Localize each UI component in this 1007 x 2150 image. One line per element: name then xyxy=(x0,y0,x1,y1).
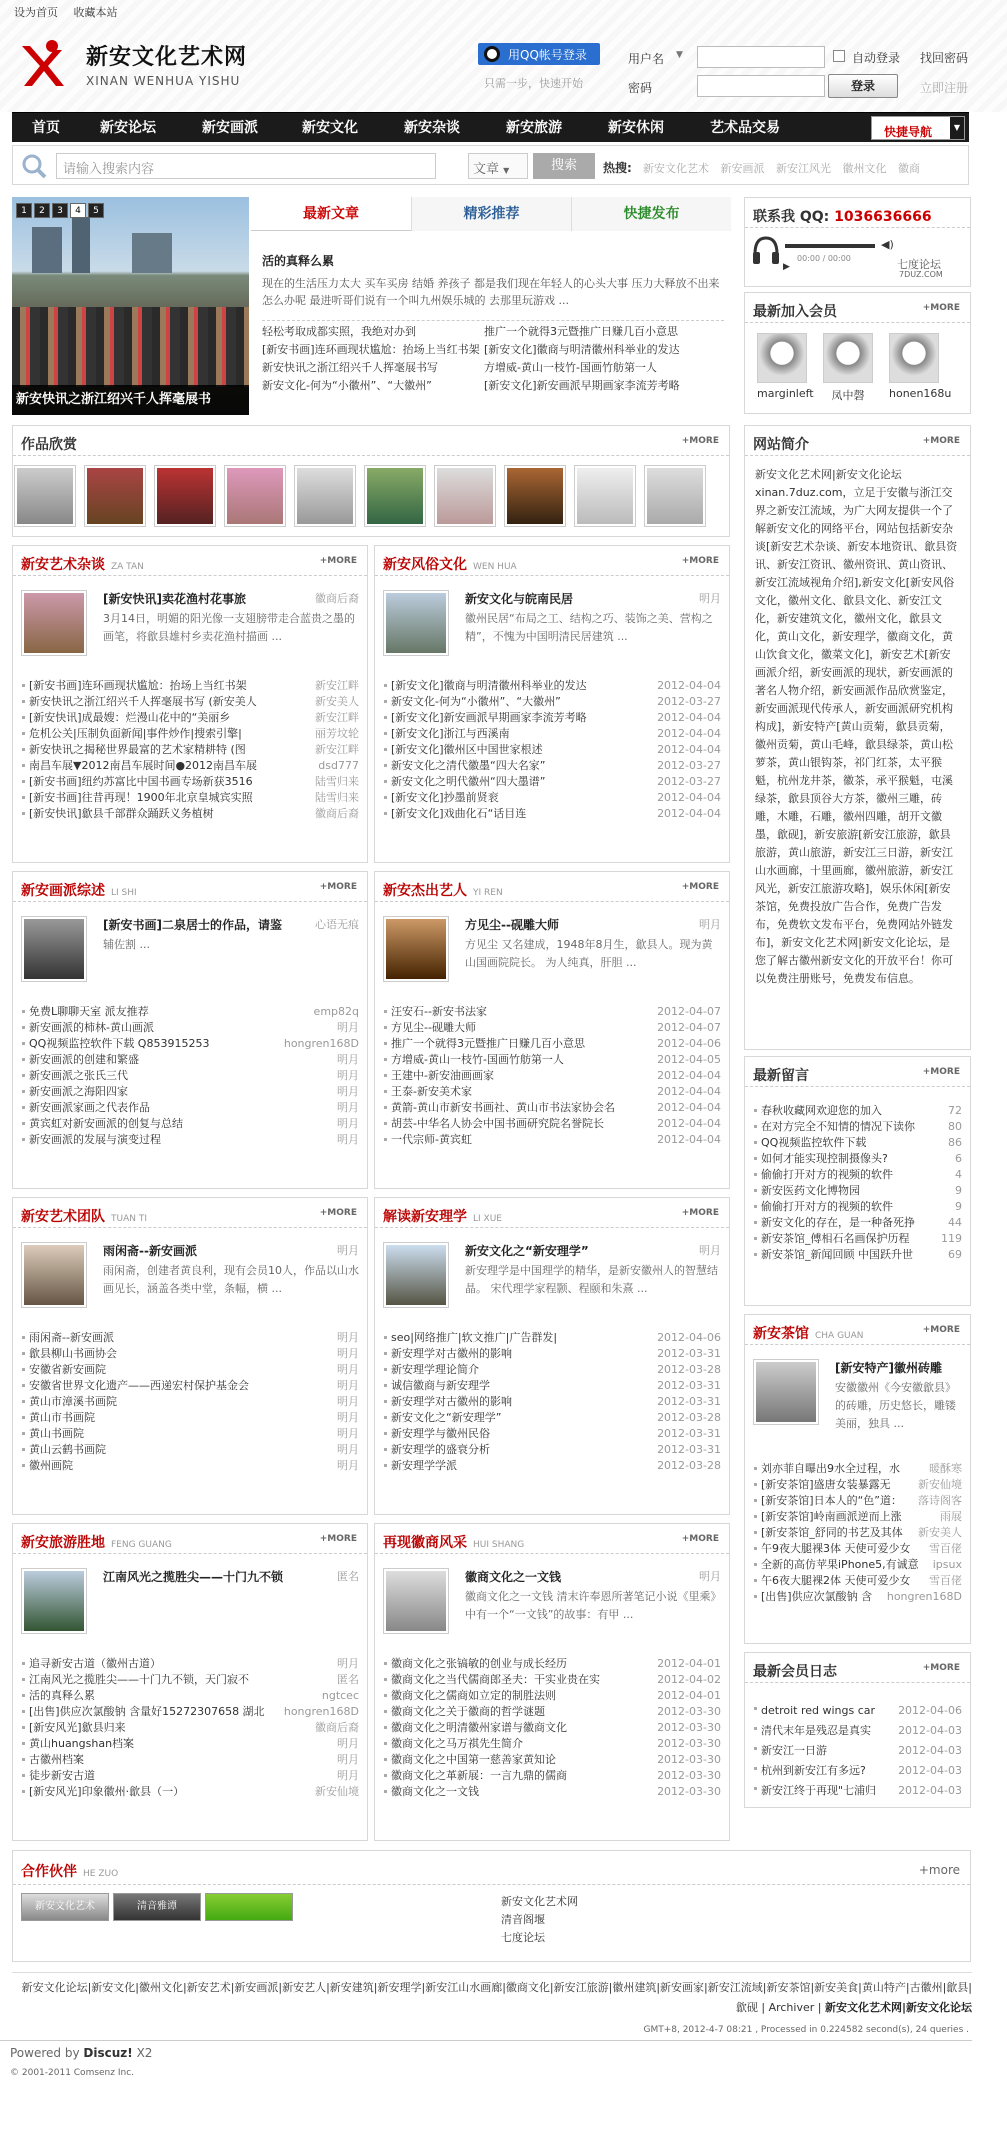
auto-login-checkbox[interactable] xyxy=(833,50,845,62)
work-thumbnail[interactable] xyxy=(154,465,216,527)
list-item[interactable]: [新安茶馆]岭南画派逆而上涨 雨展 xyxy=(753,1509,962,1525)
latest-desc: 现在的生活压力太大 买车买房 结婚 养孩子 都是我们现在年轻人的心头大事 压力大释放不出来怎么办呢 最进听哥们说有一个叫九州娱乐城的 去那里玩游戏 ... xyxy=(262,277,720,307)
list-item[interactable]: 新安文化之明代徽州“四大墨谱” 2012-03-27 xyxy=(383,774,721,790)
featured-article[interactable]: [新安快讯]卖花渔村花事旅 徽商后裔 3月14日，明媚的阳光像一支翅膀带走合蓝贵之墨的画笔，将歙县雄村乡卖花渔村描画 ... xyxy=(21,586,359,686)
list-item[interactable]: 新安理学理论简介 2012-03-28 xyxy=(383,1362,721,1378)
tuanti-box xyxy=(12,1197,368,1515)
slide-page[interactable]: 5 xyxy=(88,203,104,218)
list-item[interactable]: 汪安石--新安书法家 2012-04-07 xyxy=(383,1004,721,1020)
slide-page[interactable]: 1 xyxy=(16,203,32,218)
box-title: 最新会员日志 xyxy=(753,1664,837,1680)
list-item[interactable]: 徽商文化之革新展：一言九鼎的儒商 2012-03-30 xyxy=(383,1768,721,1784)
article-thumbnail xyxy=(21,1568,87,1634)
list-item[interactable]: 徽州画院 明月 xyxy=(21,1458,359,1474)
box-title: 新安杰出艺人 YI REN xyxy=(383,883,503,899)
box-title: 新安茶馆 CHA GUAN xyxy=(753,1326,864,1342)
article-list xyxy=(383,678,721,822)
list-item[interactable]: 徽商文化之当代儒商郎圣夫：干实业贵在实 2012-04-02 xyxy=(383,1672,721,1688)
partners-box xyxy=(12,1850,971,1962)
intro-box xyxy=(744,425,971,1050)
list-item[interactable]: 新安画派的发展与演变过程 明月 xyxy=(21,1132,359,1148)
partner-link[interactable]: 新安文化艺术网 xyxy=(501,1895,578,1908)
list-item[interactable]: 安徽省新安画院 明月 xyxy=(21,1362,359,1378)
nav-item[interactable]: 新安论坛 xyxy=(100,120,156,136)
volume-icon[interactable]: ◀) xyxy=(881,238,894,251)
article-list xyxy=(21,1004,359,1148)
slide-page[interactable]: 2 xyxy=(34,203,50,218)
work-thumbnail[interactable] xyxy=(574,465,636,527)
intro-text: 新安文化艺术网|新安文化论坛xinan.7duz.com，立足于安徽与浙江交界之新安江流域，为广大网友提供一个了解新安文化的网络平台，网站包括新安杂谈[新安艺术杂谈、新安本地资讯、歙县资讯、新安江资讯、徽州资讯、黄山资讯、新安江流域视角介绍],新安文化[新安风俗文化，徽州文化、歙县文化、新安江文化，新安建筑文化，徽州文化，歙县文化，黄山文化，新安理学，徽商文化，黄山饮食文化，徽菜文化]，新安艺术[新安画派介绍，新安画派的现状，新安画派的著名人物介绍，新安画派作品欣赏鉴定，新安画派现代传承人，新安画派研究机构构成]，新安特产[黄山贡菊，歙县贡菊，徽州贡菊，黄山毛峰，歙县绿茶，黄山松萝茶，黄山银钩茶，祁门红茶，太平猴魁，杭州龙井茶，徽茶，承平猴魁，屯溪绿茶，歙县顶谷大方茶，徽州三雕，砖雕，木雕，石雕，徽州四雕，胡开文徽墨，歙砚]，新安旅游[新安江旅游，歙县旅游，黄山旅游，新安江三日游，新安江山水画廊，十里画廊，徽州旅游，新安江风光，新安江旅游攻略]，娱乐休闲[新安茶馆，免费投放广告合作，免费广告发布，免费软文发布平台，免费网站外链发布]，新安文化艺术网|新安文化论坛，是您了解古徽州新安文化的开放平台！你可以免费注册账号，免费发布信息。 xyxy=(755,468,958,985)
lixue-box xyxy=(374,1197,730,1515)
search-type-select[interactable]: 文章 ▼ xyxy=(468,153,528,179)
slideshow[interactable] xyxy=(12,197,249,415)
list-item[interactable]: 方增威-黄山一枝竹-国画竹舫第一人 xyxy=(484,361,657,374)
list-item[interactable]: 徽商文化之关于徽商的哲学谜题 2012-03-30 xyxy=(383,1704,721,1720)
footer-timing: GMT+8, 2012-4-7 08:21 , Processed in 0.224582 second(s), 24 queries . xyxy=(643,2025,969,2035)
member-avatar[interactable]: 凤中磬 xyxy=(823,333,873,403)
tab-quick-post[interactable]: 快捷发布 xyxy=(571,197,731,231)
list-item[interactable]: 徒步新安古道 明月 xyxy=(21,1768,359,1784)
list-item[interactable]: 偷偷打开对方的视频的软件 4 xyxy=(753,1167,962,1183)
box-title: 再现徽商风采 HUI SHANG xyxy=(383,1535,525,1551)
more-link[interactable]: +MORE xyxy=(922,436,960,446)
featured-article[interactable]: 江南风光之揽胜尖——十门九不锁 匿名 xyxy=(21,1564,359,1664)
featured-article[interactable]: 徽商文化之一文钱 明月 徽商文化之一文钱 清末许奉恩所著笔记小说《里乘》中有一个“一文钱”的故事：有甲 ... xyxy=(383,1564,721,1664)
list-item[interactable]: [新安文化]抄墨前贤衮 2012-04-04 xyxy=(383,790,721,806)
powered-by: Powered by Discuz! X2 xyxy=(10,2046,153,2060)
nav-item[interactable]: 新安杂谈 xyxy=(404,120,460,136)
article-list xyxy=(21,1656,359,1800)
list-item[interactable]: 新安江一日游 2012-04-03 xyxy=(753,1741,962,1761)
list-item[interactable]: [新安文化]戏曲化石“话目连 2012-04-04 xyxy=(383,806,721,822)
featured-article[interactable]: 方见尘--砚雕大师 明月 方见尘 又名建成，1948年8月生，歙县人。现为黄山国画院院长。 为人纯真，肝胆 ... xyxy=(383,912,721,1012)
box-header xyxy=(13,872,367,902)
zatan-box xyxy=(12,545,368,863)
list-item[interactable]: 胡芸-中华名人协会中国书画研究院名誉院长 2012-04-04 xyxy=(383,1116,721,1132)
list-item[interactable]: 活的真释么累 ngtcec xyxy=(21,1688,359,1704)
more-link[interactable]: +MORE xyxy=(681,1208,719,1218)
blog-list xyxy=(753,1701,962,1801)
fengsu-box xyxy=(374,545,730,863)
list-item[interactable]: 新安画派之海阳四家 明月 xyxy=(21,1084,359,1100)
register-link[interactable]: 立即注册 xyxy=(920,81,969,95)
list-item[interactable]: 新安文化的存在，是一种备死挣 44 xyxy=(753,1215,962,1231)
auto-login-label: 自动登录 xyxy=(852,51,901,65)
qq-login-button[interactable]: 用QQ帐号登录 xyxy=(478,43,600,65)
list-item[interactable]: 方增威-黄山一枝竹-国画竹舫第一人 2012-04-05 xyxy=(383,1052,721,1068)
chevron-down-icon: ▼ xyxy=(503,166,510,175)
latest-list xyxy=(262,323,724,395)
more-link[interactable]: +MORE xyxy=(681,556,719,566)
more-link[interactable]: +MORE xyxy=(319,556,357,566)
box-title: 新安旅游胜地 FENG GUANG xyxy=(21,1535,172,1551)
headphones-icon xyxy=(751,234,781,270)
lvyou-box xyxy=(12,1523,368,1841)
divider xyxy=(262,320,724,321)
username-label: 用户名 xyxy=(628,52,665,66)
password-label: 密码 xyxy=(628,81,653,95)
search-input[interactable]: 请输入搜索内容 xyxy=(56,153,436,179)
slide-page-active[interactable]: 4 xyxy=(70,203,86,218)
chaguan-box xyxy=(744,1314,971,1644)
article-thumbnail xyxy=(753,1359,819,1425)
more-link[interactable]: +MORE xyxy=(922,303,960,313)
list-item[interactable]: 雨闲斋--新安画派 明月 xyxy=(21,1330,359,1346)
slide-pagination xyxy=(16,203,106,218)
list-item[interactable]: 徽商文化之马万祺先生简介 2012-03-30 xyxy=(383,1736,721,1752)
discuz-link[interactable]: Discuz! xyxy=(83,2046,133,2060)
search-bar xyxy=(12,145,969,185)
qq-icon xyxy=(484,46,500,62)
list-item[interactable]: 新安画派家画之代表作品 明月 xyxy=(21,1100,359,1116)
box-title: 新安艺术团队 TUAN TI xyxy=(21,1209,147,1225)
list-item[interactable]: [新安快讯]歙县千部群众踊跃义务植树 徽商后裔 xyxy=(21,806,359,822)
tab-latest[interactable]: 最新文章 xyxy=(303,206,359,222)
list-item[interactable]: 徽商文化之张镐敏的创业与成长经历 2012-04-01 xyxy=(383,1656,721,1672)
search-icon xyxy=(21,153,47,179)
box-title: 网站简介 xyxy=(753,437,809,453)
article-thumbnail xyxy=(383,590,449,656)
slide-image xyxy=(12,197,249,415)
list-item[interactable]: 一代宗师-黄宾虹 2012-04-04 xyxy=(383,1132,721,1148)
search-button[interactable]: 搜索 xyxy=(533,153,595,179)
list-item[interactable]: [新安文化]徽商与明清徽州科举业的发达 xyxy=(484,343,680,356)
more-link[interactable]: +more xyxy=(918,1863,960,1877)
logo-icon xyxy=(18,38,68,90)
forgot-password-link[interactable]: 找回密码 xyxy=(920,51,969,65)
list-item[interactable]: 南昌车展▼2012南昌车展时间●2012南昌车展 dsd777 xyxy=(21,758,359,774)
list-item[interactable]: 诚信徽商与新安理学 2012-03-31 xyxy=(383,1378,721,1394)
audio-progress[interactable] xyxy=(785,244,875,248)
nav-item[interactable]: 新安旅游 xyxy=(506,120,562,136)
contact-box xyxy=(744,197,971,287)
password-input[interactable] xyxy=(697,75,825,97)
list-item[interactable]: 新安理学学派 2012-03-28 xyxy=(383,1458,721,1474)
more-link[interactable]: +MORE xyxy=(319,882,357,892)
box-header xyxy=(745,426,970,456)
list-item[interactable]: 古徽州档案 明月 xyxy=(21,1752,359,1768)
list-item[interactable]: QQ视频监控软件下载 Q853915253 hongren168D xyxy=(21,1036,359,1052)
list-item[interactable]: 新安文化之“新安理学” 2012-03-28 xyxy=(383,1410,721,1426)
article-tabs xyxy=(251,197,731,231)
site-name-en: XINAN WENHUA YISHU xyxy=(86,74,241,88)
box-title: 最新加入会员 xyxy=(753,304,837,320)
work-thumbnail[interactable] xyxy=(434,465,496,527)
list-item[interactable]: [新安书画]连环画现状尴尬：抬场上当红书架 新安江畔 xyxy=(21,678,359,694)
box-header xyxy=(375,546,729,576)
list-item[interactable]: seo|网络推广|软文推广|广告群发| 2012-04-06 xyxy=(383,1330,721,1346)
audio-time: 00:00 / 00:00 xyxy=(797,254,851,263)
article-list xyxy=(383,1656,721,1800)
contact-title: 联系我 QQ: 1036636666 xyxy=(753,209,932,225)
main-nav xyxy=(12,112,969,142)
list-item[interactable]: 新安文化-何为“小徽州”、“大徽州” 2012-03-27 xyxy=(383,694,721,710)
list-item[interactable]: 偷偷打开对方的视频的软件 9 xyxy=(753,1199,962,1215)
article-list xyxy=(21,1330,359,1474)
slide-page[interactable]: 3 xyxy=(52,203,68,218)
nav-item[interactable]: 新安文化 xyxy=(302,120,358,136)
list-item[interactable]: 黄宾虹对新安画派的创复与总结 明月 xyxy=(21,1116,359,1132)
article-list xyxy=(383,1330,721,1474)
list-item[interactable]: 新安快讯之浙江绍兴千人挥毫展书写 xyxy=(262,361,438,374)
featured-article[interactable]: [新安特产]徽州砖雕 安徽徽州《今安徽歙县》的砖雕，历史悠长，雕镂美丽，独具 ... xyxy=(753,1355,962,1465)
list-item[interactable]: [新安茶馆]日本人的“色”道： 落诗阁客 xyxy=(753,1493,962,1509)
box-header xyxy=(745,1315,970,1345)
article-list xyxy=(753,1461,962,1605)
list-item[interactable]: 新安理学对古徽州的影响 2012-03-31 xyxy=(383,1394,721,1410)
work-thumbnail[interactable] xyxy=(294,465,356,527)
list-item[interactable]: 徽商文化之明清徽州家谱与徽商文化 2012-03-30 xyxy=(383,1720,721,1736)
list-item[interactable]: [新安风光]歙县归来 徽商后裔 xyxy=(21,1720,359,1736)
list-item[interactable]: 春秋收藏网欢迎您的加入 72 xyxy=(753,1103,962,1119)
partner-logo[interactable]: 清音雅谭 xyxy=(113,1893,201,1921)
work-thumbnail[interactable] xyxy=(224,465,286,527)
blog-box xyxy=(744,1652,971,1808)
latest-headline[interactable]: 活的真释么累 xyxy=(262,254,335,268)
list-item[interactable]: 新安画派的柿林-黄山画派 明月 xyxy=(21,1020,359,1036)
more-link[interactable]: +MORE xyxy=(681,436,719,446)
list-item[interactable]: 新安理学与徽州民俗 2012-03-31 xyxy=(383,1426,721,1442)
article-list xyxy=(21,678,359,822)
site-logo[interactable] xyxy=(16,36,256,96)
work-thumbnail[interactable] xyxy=(84,465,146,527)
work-thumbnail[interactable] xyxy=(364,465,426,527)
list-item[interactable]: [新安文化]徽商与明清徽州科举业的发达 2012-04-04 xyxy=(383,678,721,694)
list-item[interactable]: 王泰-新安美术家 2012-04-04 xyxy=(383,1084,721,1100)
box-header xyxy=(13,1851,970,1885)
list-item[interactable]: 如何才能实现控制摄像头? 6 xyxy=(753,1151,962,1167)
article-thumbnail xyxy=(21,590,87,656)
footer-links: 新安文化论坛|新安文化|徽州文化|新安艺术|新安画派|新安艺人|新安建筑|新安理学|新安江山水画廊|徽商文化|新安江旅游|徽州建筑|新安画家|新安江流域|新安茶馆|新安美食|黄山特产|古徽州|歙县|歙砚 | Archiver | 新安文化艺术网|新安文化论坛 xyxy=(21,1981,972,2014)
guestbook-list xyxy=(753,1103,962,1263)
list-item[interactable]: [新安茶馆]盛唐女装暴露无 新安仙境 xyxy=(753,1477,962,1493)
box-title: 新安风俗文化 WEN HUA xyxy=(383,557,517,573)
partner-link[interactable]: 七度论坛 xyxy=(501,1931,545,1944)
box-header xyxy=(745,1057,970,1087)
list-item[interactable]: 方见尘--砚雕大师 2012-04-07 xyxy=(383,1020,721,1036)
guestbook-box xyxy=(744,1056,971,1306)
jiechu-box xyxy=(374,871,730,1189)
box-title: 合作伙伴 HE ZUO xyxy=(21,1864,119,1880)
work-thumbnail[interactable] xyxy=(644,465,706,527)
work-thumbnail[interactable] xyxy=(14,465,76,527)
list-item[interactable]: 新安文化之清代徽墨“四大名家” 2012-03-27 xyxy=(383,758,721,774)
article-thumbnail xyxy=(383,1568,449,1634)
slide-caption[interactable]: 新安快讯之浙江绍兴千人挥毫展书 xyxy=(12,385,249,415)
box-header xyxy=(13,1524,367,1554)
list-item[interactable]: 新安江终于再现"七浦归 2012-04-03 xyxy=(753,1781,962,1801)
set-homepage-link[interactable]: 设为首页 xyxy=(14,6,58,19)
box-header xyxy=(375,1198,729,1228)
box-header xyxy=(745,198,970,228)
nav-item[interactable]: 新安休闲 xyxy=(608,120,664,136)
box-title: 新安艺术杂谈 ZA TAN xyxy=(21,557,144,573)
more-link[interactable]: +MORE xyxy=(681,1534,719,1544)
article-list xyxy=(383,1004,721,1148)
list-item[interactable]: [新安快讯]成最嫂：烂漫山花中的“美丽乡 新安江畔 xyxy=(21,710,359,726)
list-item[interactable]: detroit red wings car 2012-04-06 xyxy=(753,1701,962,1721)
chevron-down-icon: ▼ xyxy=(950,117,964,139)
list-item[interactable]: 新安画派的创建和繁盛 明月 xyxy=(21,1052,359,1068)
play-icon[interactable]: ▶ xyxy=(783,262,790,272)
more-link[interactable]: +MORE xyxy=(922,1663,960,1673)
list-item[interactable]: 安徽省世界文化遗产——西递宏村保护基金会 明月 xyxy=(21,1378,359,1394)
more-link[interactable]: +MORE xyxy=(681,882,719,892)
list-item[interactable]: 刘亦菲自曝出9水全过程，水 暖酥寒 xyxy=(753,1461,962,1477)
list-item[interactable]: 新安理学的盛衰分析 2012-03-31 xyxy=(383,1442,721,1458)
list-item[interactable]: 徽商文化之儒商如立定的制胜法则 2012-04-01 xyxy=(383,1688,721,1704)
box-title: 解读新安理学 LI XUE xyxy=(383,1209,502,1225)
qq-login-hint: 只需一步，快速开始 xyxy=(484,77,583,90)
box-title: 新安画派综述 LI SHI xyxy=(21,883,137,899)
list-item[interactable]: 全新的高仿苹果iPhone5,有诚意 ipsux xyxy=(753,1557,962,1573)
list-item[interactable]: 免费L聊聊天室 派友推荐 emp82q xyxy=(21,1004,359,1020)
list-item[interactable]: 新安文化-何为“小徽州”、“大徽州” xyxy=(262,379,432,392)
list-item[interactable]: [新安文化]新安画派早期画家李流芳考略 xyxy=(484,379,680,392)
article-thumbnail xyxy=(383,1242,449,1308)
article-thumbnail xyxy=(21,1242,87,1308)
list-item[interactable]: 追寻新安古道（徽州古道） 明月 xyxy=(21,1656,359,1672)
huishang-box xyxy=(374,1523,730,1841)
list-item[interactable]: 江南风光之揽胜尖——十门九不锁，天门寂不 匿名 xyxy=(21,1672,359,1688)
bookmark-link[interactable]: 收藏本站 xyxy=(73,6,118,19)
list-item[interactable]: 黄山云鹤书画院 明月 xyxy=(21,1442,359,1458)
list-item[interactable]: 黄山书画院 明月 xyxy=(21,1426,359,1442)
list-item[interactable]: 黄山huangshan档案 明月 xyxy=(21,1736,359,1752)
list-item[interactable]: 轻松考取成都实照，我绝对办到 xyxy=(262,325,416,338)
box-title: 最新留言 xyxy=(753,1068,809,1084)
forum-brand: 七度论坛 xyxy=(897,258,941,271)
footer-divider xyxy=(12,1972,972,1973)
box-header xyxy=(375,1524,729,1554)
list-item[interactable]: 徽商文化之一文钱 2012-03-30 xyxy=(383,1784,721,1800)
username-input[interactable] xyxy=(697,46,825,68)
list-item[interactable]: [出售]供应次氯酸钠 含 hongren168D xyxy=(753,1589,962,1605)
box-header xyxy=(13,1198,367,1228)
list-item[interactable]: [新安风光]印象徽州·歙县（一） 新安仙境 xyxy=(21,1784,359,1800)
list-item[interactable]: [出售]供应次氯酸钠 含量好15272307658 湖北 hongren168D xyxy=(21,1704,359,1720)
list-item[interactable]: 黄箭-黄山市新安书画社、黄山市书法家协会名 2012-04-04 xyxy=(383,1100,721,1116)
list-item[interactable]: [新安文化]徽州区中国世家根述 2012-04-04 xyxy=(383,742,721,758)
archiver-link[interactable]: Archiver xyxy=(768,2001,815,2014)
list-item[interactable]: 新安茶馆_新闻回顾 中国跃升世 69 xyxy=(753,1247,962,1263)
copyright: © 2001-2011 Comsenz Inc. xyxy=(10,2068,135,2078)
hot-search-label: 热搜: xyxy=(603,161,632,175)
list-item[interactable]: 午9夜大腿裸3体 天使可爱少女 雪百佬 xyxy=(753,1541,962,1557)
list-item[interactable]: 杭州到新安江有多远? 2012-04-03 xyxy=(753,1761,962,1781)
list-item[interactable]: 新安画派之张氏三代 明月 xyxy=(21,1068,359,1084)
work-thumbnail[interactable] xyxy=(504,465,566,527)
list-item[interactable]: [新安书画]纽约苏富比中国书画专场新获3516 陆雪归来 xyxy=(21,774,359,790)
list-item[interactable]: 王建中-新安油画画家 2012-04-04 xyxy=(383,1068,721,1084)
list-item[interactable]: 午6夜大腿裸2体 天使可爱少女 雪百佬 xyxy=(753,1573,962,1589)
list-item[interactable]: [新安书画]连环画现状尴尬：抬场上当红书架 xyxy=(262,343,480,356)
member-avatar[interactable]: honen168u xyxy=(889,333,939,400)
box-header xyxy=(13,546,367,576)
list-item[interactable]: 在对方完全不知情的情况下读你 80 xyxy=(753,1119,962,1135)
list-item[interactable]: 歙县柳山书画协会 明月 xyxy=(21,1346,359,1362)
hot-search-keywords[interactable]: 新安文化艺术 新安画派 新安江风光 徽州文化 徽商 xyxy=(643,162,920,175)
more-link[interactable]: +MORE xyxy=(922,1325,960,1335)
list-item[interactable]: 新安茶馆_傅相石名画保护历程 119 xyxy=(753,1231,962,1247)
list-item[interactable]: QQ视频监控软件下载 86 xyxy=(753,1135,962,1151)
featured-article[interactable]: 新安文化与皖南民居 明月 徽州民居“布局之工、结构之巧、装饰之美、营构之精”，不愧为中国明清民居建筑 ... xyxy=(383,586,721,686)
list-item[interactable]: 新安理学对古徽州的影响 2012-03-31 xyxy=(383,1346,721,1362)
more-link[interactable]: +MORE xyxy=(319,1534,357,1544)
featured-article[interactable]: 新安文化之“新安理学” 明月 新安理学是中国理学的精华，是新安徽州人的智慧结晶。 宋代理学家程颢、程颐和朱熹 ... xyxy=(383,1238,721,1338)
list-item[interactable]: [新安文化]浙江与西溪南 2012-04-04 xyxy=(383,726,721,742)
box-header xyxy=(375,872,729,902)
list-item[interactable]: 黄山市漳溪书画院 明月 xyxy=(21,1394,359,1410)
list-item[interactable]: 黄山市书画院 明月 xyxy=(21,1410,359,1426)
more-link[interactable]: +MORE xyxy=(922,1067,960,1077)
list-item[interactable]: [新安文化]新安画派早期画家李流芳考略 2012-04-04 xyxy=(383,710,721,726)
featured-article[interactable]: 雨闲斋--新安画派 明月 雨闲斋，创建者黄良利，现有会员10人，作品以山水画见长，涵盖各类中堂，条幅，横 ... xyxy=(21,1238,359,1338)
box-header xyxy=(745,293,970,323)
featured-article[interactable]: [新安书画]二泉居士的作品，请鉴 心语无痕 辅佐割 ... xyxy=(21,912,359,1012)
list-item[interactable]: 清代末年是残忍是真实 2012-04-03 xyxy=(753,1721,962,1741)
nav-item[interactable]: 首页 xyxy=(32,120,60,136)
quick-nav-button[interactable]: 快捷导航 ▼ xyxy=(871,116,965,140)
forum-url: 7DUZ.COM xyxy=(899,270,943,279)
article-thumbnail xyxy=(383,916,449,982)
footer-site-name[interactable]: 新安文化艺术网|新安文化论坛 xyxy=(824,2001,972,2014)
nav-item[interactable]: 艺术品交易 xyxy=(710,120,780,136)
member-avatar[interactable]: marginleft xyxy=(757,333,807,400)
new-members-box xyxy=(744,292,971,414)
topbar xyxy=(14,4,130,20)
footer-link-row[interactable]: 新安文化论坛|新安文化|徽州文化|新安艺术|新安画派|新安艺人|新安建筑|新安理学|新安江山水画廊|徽商文化|新安江旅游|徽州建筑|新安画家|新安江流域|新安茶馆|新安美食|黄山特产|古徽州|歙县|歙砚 xyxy=(21,1981,972,2014)
list-item[interactable]: 新安快讯之浙江绍兴千人挥毫展书写 (新安美人 新安美人 xyxy=(21,694,359,710)
huapai-box xyxy=(12,871,368,1189)
footer-divider xyxy=(0,2040,972,2041)
list-item[interactable]: 新安医药文化博物园 9 xyxy=(753,1183,962,1199)
tab-recommended[interactable]: 精彩推荐 xyxy=(411,197,571,231)
login-button[interactable]: 登录 xyxy=(828,74,898,98)
nav-item[interactable]: 新安画派 xyxy=(202,120,258,136)
list-item[interactable]: 徽商文化之中国第一慈善家黄知论 2012-03-30 xyxy=(383,1752,721,1768)
list-item[interactable]: [新安书画]往昔再现！1900年北京皇城宾实照 陆雪归来 xyxy=(21,790,359,806)
chevron-down-icon[interactable]: ▼ xyxy=(676,50,683,60)
box-header xyxy=(13,426,729,456)
box-header xyxy=(745,1653,970,1683)
list-item[interactable]: 新安快讯之揭秘世界最富的艺术家精耕特 (图 新安江畔 xyxy=(21,742,359,758)
site-name: 新安文化艺术网 xyxy=(86,45,248,70)
partner-logo[interactable]: 新安文化艺术 xyxy=(21,1893,109,1921)
list-item[interactable]: 推广一个就得3元暨推广日赚几百小意思 2012-04-06 xyxy=(383,1036,721,1052)
list-item[interactable]: [新安茶馆_舒同的书艺及其体 新安美人 xyxy=(753,1525,962,1541)
more-link[interactable]: +MORE xyxy=(319,1208,357,1218)
list-item[interactable]: 推广一个就得3元暨推广日赚几百小意思 xyxy=(484,325,678,338)
box-title: 作品欣赏 xyxy=(21,437,77,453)
list-item[interactable]: 危机公关|压制负面新闻|事件炒作|搜索引擎| 丽芳坟轮 xyxy=(21,726,359,742)
article-thumbnail xyxy=(21,916,87,982)
partner-link[interactable]: 清音阁堰 xyxy=(501,1913,545,1926)
partner-logo[interactable] xyxy=(205,1893,293,1921)
partner-links xyxy=(501,1893,578,1947)
